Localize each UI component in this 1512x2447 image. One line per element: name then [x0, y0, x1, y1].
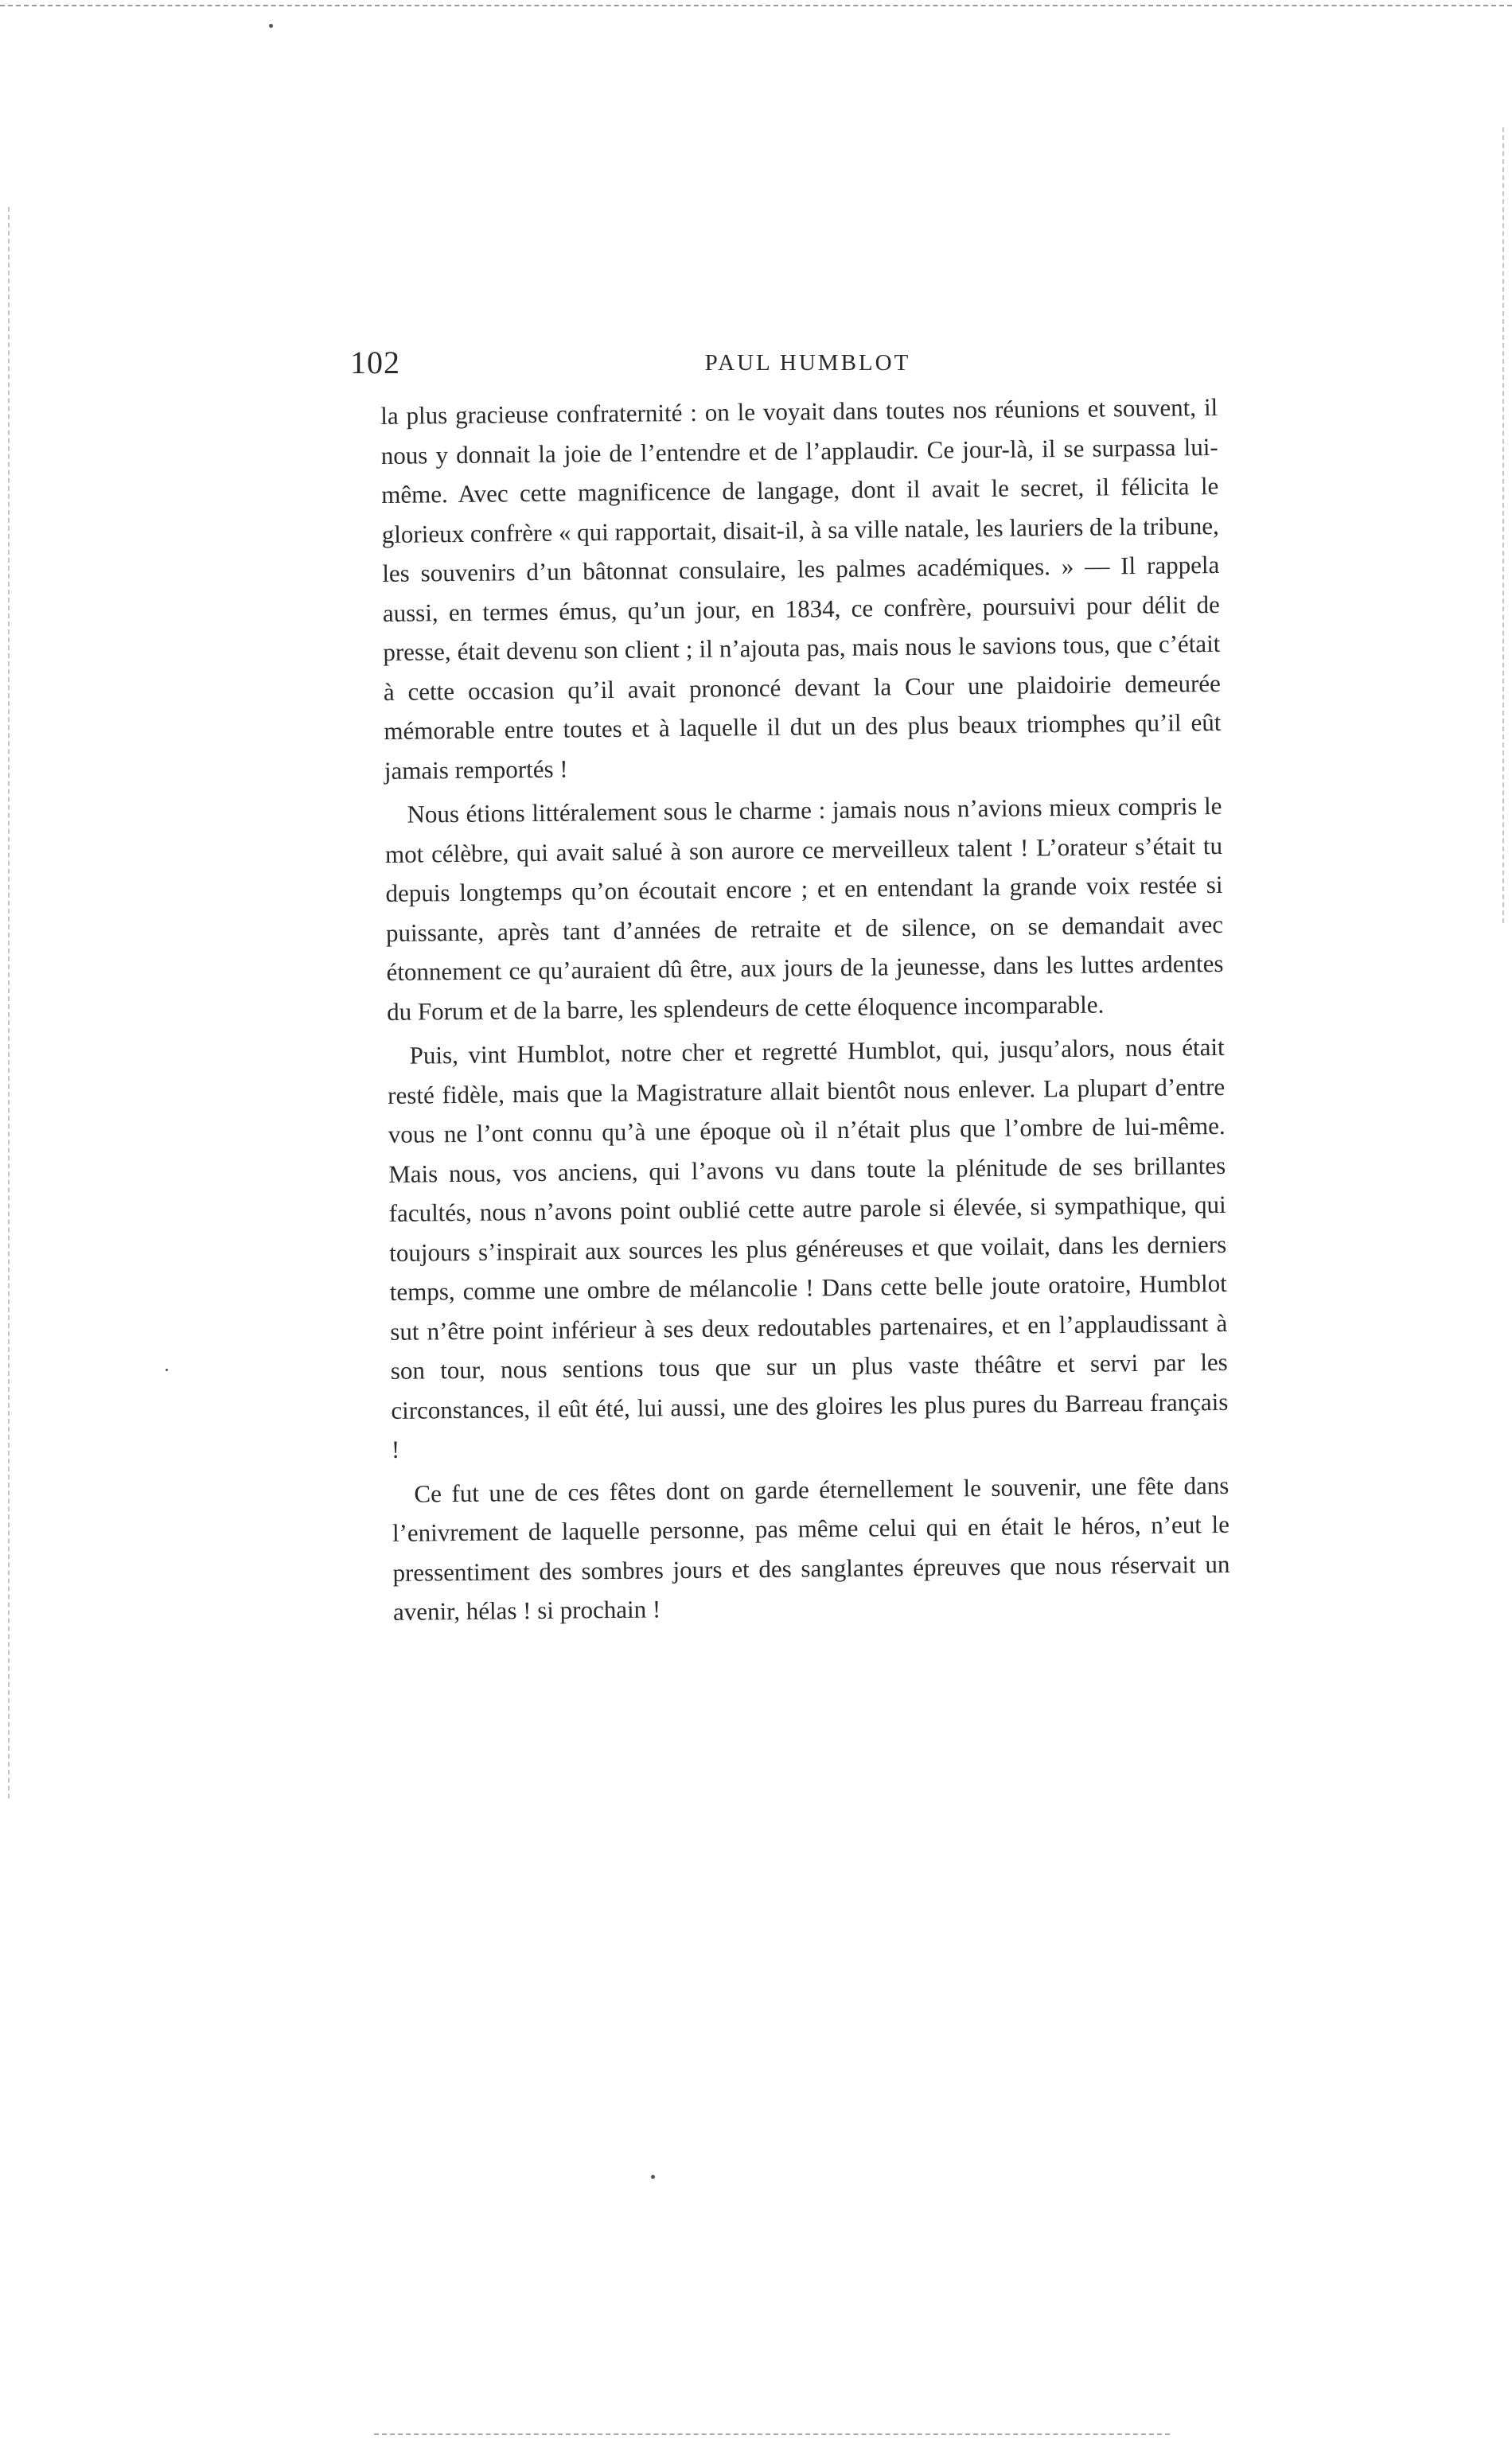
body-text: [380, 388, 1230, 1631]
paragraph: Puis, vint Humblot, notre cher et regretté Humblot, qui, jusqu’alors, nous était resté fidèle, mais que la Magistrature allait bientôt nous enlever. La plupart d’entre vous ne l’ont connu qu’à une époque où il n’était plus que l’ombre de lui-même. Mais nous, vos anciens, qui l’avons vu dans toute la plénitude de ses brillantes facultés, nous n’avons point oublié cette autre parole si élevée, si sympathique, qui toujours s’inspirait aux sources les plus généreuses et que voilait, dans les derniers temps, comme une ombre de mélancolie ! Dans cette belle joute oratoire, Humblot sut n’être point inférieur à ses deux redoutables partenaires, et en l’applaudissant à son tour, nous sentions tous que sur un plus vaste théâtre et servi par les circonstances, il eût été, lui aussi, une des gloires les plus pures du Barreau français !: [388, 1032, 1229, 1463]
running-title: PAUL HUMBLOT: [704, 350, 911, 376]
page-header: [350, 341, 1218, 385]
paragraph: Ce fut une de ces fêtes dont on garde éternellement le souvenir, une fête dans l’enivrement de laquelle personne, pas même celui qui en était le héros, n’eut le pressentiment des sombres jours et des sanglantes épreuves que nous réservait un avenir, hélas ! si prochain !: [392, 1471, 1230, 1626]
paragraph: la plus gracieuse confraternité : on le voyait dans toutes nos réunions et souvent, il nous y donnait la joie de l’entendre et de l’applaudir. Ce jour-là, il se surpassa lui-même. Avec cette magnificence de langage, dont il avait le secret, il félicita le glorieux confrère « qui rapportait, disait-il, à sa ville natale, les lauriers de la tribune, les souvenirs d’un bâtonnat consulaire, les palmes académiques. » — Il rappela aussi, en termes émus, qu’un jour, en 1834, ce confrère, poursuivi pour délit de presse, était devenu son client ; il n’ajouta pas, mais nous le savions tous, que c’était à cette occasion qu’il avait prononcé devant la Cour une plaidoirie demeurée mémorable entre toutes et à laquelle il dut un des plus beaux triomphes qu’il eût jamais remportés !: [380, 392, 1222, 785]
page-number: 102: [350, 345, 400, 380]
paragraph: Nous étions littéralement sous le charme : jamais nous n’avions mieux compris le mot célèbre, qui avait salué à son aurore ce merveilleux talent ! L’orateur s’était tu depuis longtemps qu’on écoutait encore ; et en entendant la grande voix restée si puissante, après tant d’années de retraite et de silence, on se demandait avec étonnement ce qu’auraient dû être, aux jours de la jeunesse, dans les luttes ardentes du Forum et de la barre, les splendeurs de cette éloquence incomparable.: [384, 791, 1224, 1026]
